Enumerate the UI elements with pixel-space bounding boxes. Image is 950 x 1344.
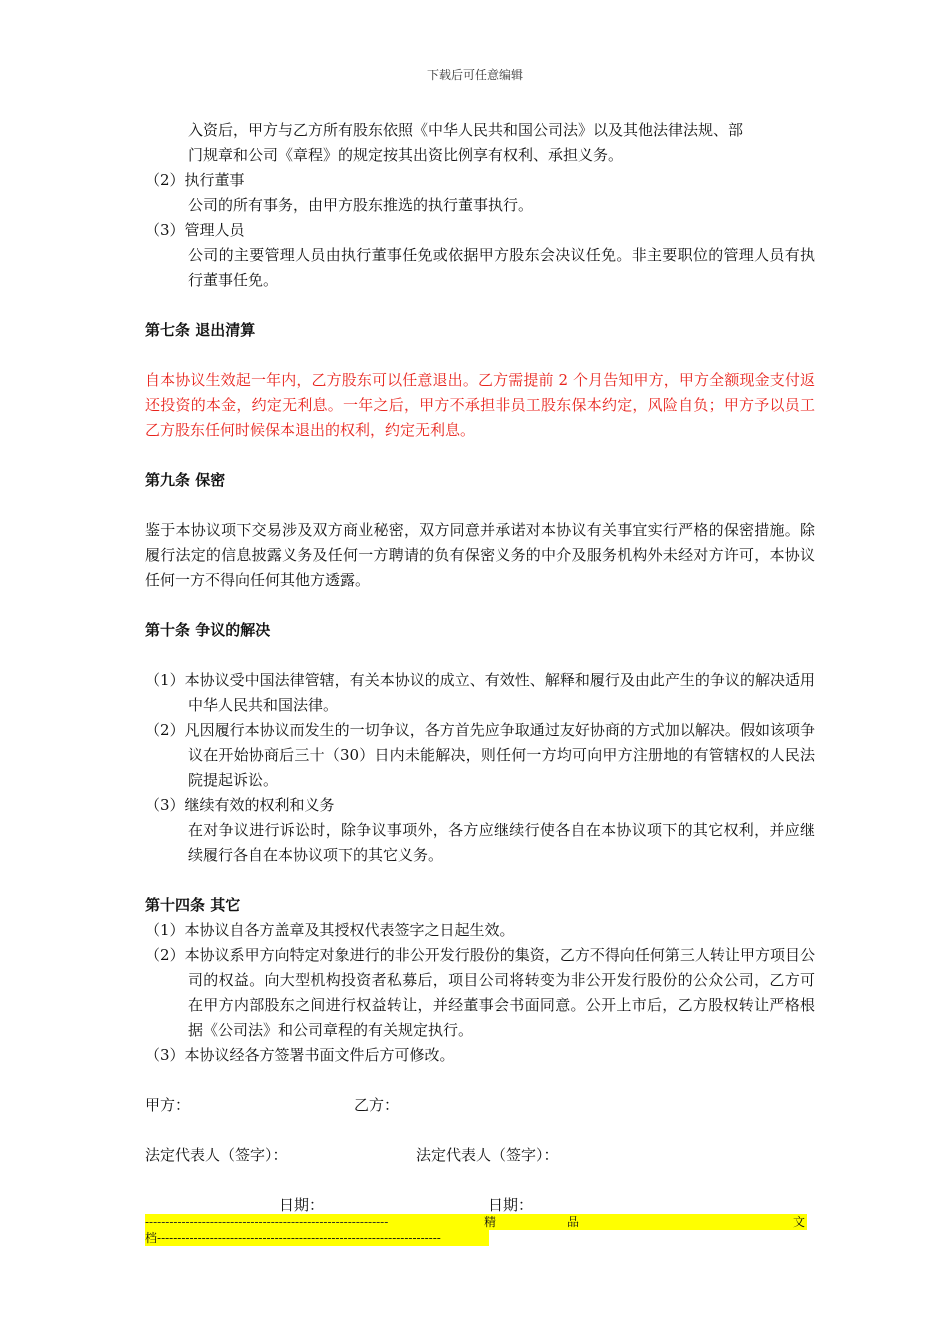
article-text: 鉴于本协议项下交易涉及双方商业秘密，双方同意并承诺对本协议有关事宜实行严格的保密措施。除履行法定的信息披露义务及任何一方聘请的负有保密义务的中介及服务机构外未经对方许可，本协议任何一方不得向任何其他方透露。 xyxy=(145,521,815,589)
page-header: 下载后可任意编辑 xyxy=(426,68,523,82)
footer-dashes: ---------------------------------------------------------------------- xyxy=(157,1231,441,1245)
date-a-label: 日期： xyxy=(279,1196,325,1214)
document-body xyxy=(145,118,815,1218)
date-b-label: 日期： xyxy=(488,1196,534,1214)
signature-representatives xyxy=(145,1143,815,1168)
article-heading: 第七条 退出清算 xyxy=(145,321,256,339)
text-line: 门规章和公司《章程》的规定按其出资比例享有权利、承担义务。 xyxy=(188,146,624,164)
footer-char: 档 xyxy=(145,1231,158,1245)
list-item: （1）本协议受中国法律管辖，有关本协议的成立、有效性、解释和履行及由此产生的争议的解决适用中华人民共和国法律。 xyxy=(145,671,815,714)
item-label: （3）继续有效的权利和义务 xyxy=(145,796,335,814)
footer-char: 精 xyxy=(484,1215,497,1229)
footer-dashes: ------------------------------------------------------------ xyxy=(145,1215,389,1229)
footer-watermark xyxy=(145,1214,807,1246)
footer-char: 品 xyxy=(567,1215,580,1229)
party-b-label: 乙方： xyxy=(354,1096,400,1114)
article-heading: 第九条 保密 xyxy=(145,471,226,489)
article-text-highlight: 自本协议生效起一年内，乙方股东可以任意退出。乙方需提前 2 个月告知甲方，甲方全额现金支付返还投资的本金，约定无利息。一年之后，甲方不承担非员工股东保本约定，风险自负；甲方予以员工乙方股东任何时候保本退出的权利，约定无利息。 xyxy=(145,371,815,439)
signature-parties xyxy=(145,1093,815,1118)
list-item: （1）本协议自各方盖章及其授权代表签字之日起生效。 xyxy=(145,921,515,939)
footer-highlight-line xyxy=(145,1214,807,1230)
list-item: （2）凡因履行本协议而发生的一切争议，各方首先应争取通过友好协商的方式加以解决。假如该项争议在开始协商后三十（30）日内未能解决，则任何一方均可向甲方注册地的有管辖权的人民法院提起诉讼。 xyxy=(145,721,815,789)
list-item: （2）本协议系甲方向特定对象进行的非公开发行股份的集资，乙方不得向任何第三人转让甲方项目公司的权益。向大型机构投资者私募后，项目公司将转变为非公开发行股份的公众公司，乙方可在甲方内部股东之间进行权益转让，并经董事会书面同意。公开上市后，乙方股权转让严格根据《公司法》和公司章程的有关规定执行。 xyxy=(145,946,815,1039)
article-heading: 第十条 争议的解决 xyxy=(145,621,271,639)
footer-highlight-line xyxy=(145,1230,489,1246)
article-heading: 第十四条 其它 xyxy=(145,896,241,914)
party-a-label: 甲方： xyxy=(145,1096,191,1114)
item-label: （2）执行董事 xyxy=(145,171,245,189)
item-text: 公司的主要管理人员由执行董事任免或依据甲方股东会决议任免。非主要职位的管理人员有执行董事任免。 xyxy=(188,246,815,289)
item-text: 在对争议进行诉讼时，除争议事项外，各方应继续行使各自在本协议项下的其它权利，并应继续履行各自在本协议项下的其它义务。 xyxy=(188,821,815,864)
item-text: 公司的所有事务，由甲方股东推选的执行董事执行。 xyxy=(188,196,534,214)
footer-char: 文 xyxy=(793,1215,806,1229)
item-label: （3）管理人员 xyxy=(145,221,245,239)
list-item: （3）本协议经各方签署书面文件后方可修改。 xyxy=(145,1046,455,1064)
text-line: 入资后，甲方与乙方所有股东依照《中华人民共和国公司法》以及其他法律法规、部 xyxy=(188,121,744,139)
paragraph-capital-rights xyxy=(145,118,815,168)
rep-a-label: 法定代表人（签字）： xyxy=(145,1146,288,1164)
rep-b-label: 法定代表人（签字）： xyxy=(416,1146,559,1164)
